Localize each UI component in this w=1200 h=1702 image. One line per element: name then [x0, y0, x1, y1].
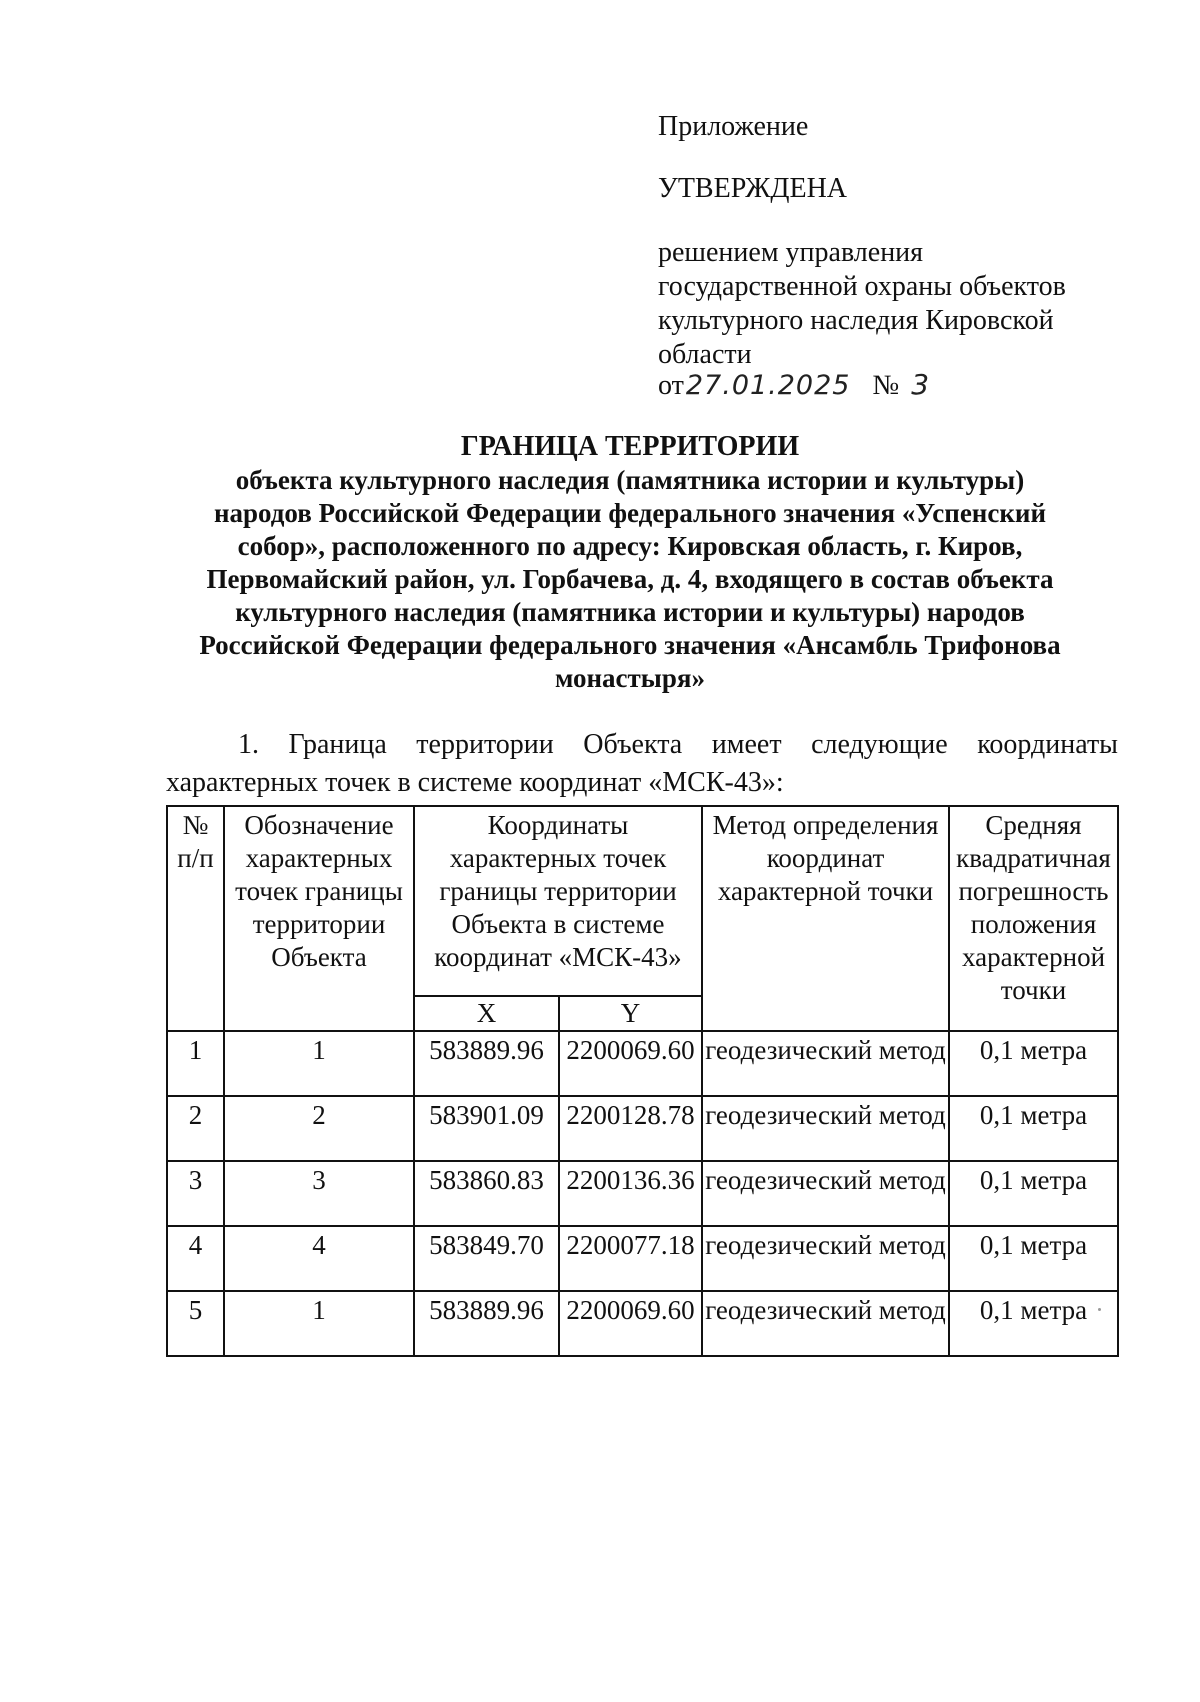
- handwritten-number: 3: [911, 368, 931, 401]
- cell-error: 0,1 метра: [949, 1031, 1118, 1096]
- approved-label: УТВЕРЖДЕНА: [658, 173, 848, 204]
- cell-point: 1: [224, 1031, 414, 1096]
- table-row: [167, 1096, 1118, 1161]
- cell-num: 4: [167, 1226, 224, 1291]
- cell-num: 3: [167, 1161, 224, 1226]
- cell-num: 5: [167, 1291, 224, 1356]
- cell-point: 3: [224, 1161, 414, 1226]
- header-y: Y: [559, 996, 702, 1031]
- cell-method: геодезический метод: [702, 1291, 949, 1356]
- decision-line: области: [658, 339, 752, 370]
- intro-line-2: характерных точек в системе координат «МСК-43»:: [166, 767, 784, 798]
- cell-x: 583901.09: [414, 1096, 559, 1161]
- cell-y: 2200069.60: [559, 1291, 702, 1356]
- cell-method: геодезический метод: [702, 1226, 949, 1291]
- intro-paragraph: [166, 726, 1118, 802]
- document-title: [160, 430, 1100, 695]
- scan-speck: [1098, 1308, 1101, 1311]
- cell-method: геодезический метод: [702, 1161, 949, 1226]
- title-line: народов Российской Федерации федерального значения «Успенский: [213, 498, 1047, 528]
- handwritten-date: 27.01.2025: [685, 370, 851, 401]
- intro-line-1: 1. Граница территории Объекта имеет следующие координаты: [238, 729, 1118, 760]
- title-line: Российской Федерации федерального значения «Ансамбль Трифонова: [199, 630, 1061, 660]
- cell-error: 0,1 метра: [949, 1226, 1118, 1291]
- cell-y: 2200136.36: [559, 1161, 702, 1226]
- cell-point: 1: [224, 1291, 414, 1356]
- header-x: X: [414, 996, 559, 1031]
- title-line: собор», расположенного по адресу: Кировская область, г. Киров,: [237, 531, 1023, 561]
- cell-method: геодезический метод: [702, 1096, 949, 1161]
- cell-x: 583889.96: [414, 1031, 559, 1096]
- table-row: [167, 1291, 1118, 1356]
- cell-num: 1: [167, 1031, 224, 1096]
- decision-line: государственной охраны объектов: [658, 271, 1066, 302]
- appendix-label: Приложение: [658, 111, 809, 142]
- decision-date-line: [658, 368, 930, 403]
- cell-error: 0,1 метра: [949, 1096, 1118, 1161]
- table-row: [167, 1226, 1118, 1291]
- cell-point: 4: [224, 1226, 414, 1291]
- cell-x: 583860.83: [414, 1161, 559, 1226]
- header-method: Метод определения координат характерной точки: [702, 806, 949, 1031]
- cell-error: 0,1 метра: [949, 1161, 1118, 1226]
- coordinates-table: [166, 805, 1119, 1357]
- cell-num: 2: [167, 1096, 224, 1161]
- header-coordinates: Координаты характерных точек границы территории Объекта в системе координат «МСК-43»: [414, 806, 702, 996]
- cell-error: 0,1 метра: [949, 1291, 1118, 1356]
- table-row: [167, 1161, 1118, 1226]
- cell-y: 2200069.60: [559, 1031, 702, 1096]
- cell-x: 583889.96: [414, 1291, 559, 1356]
- header-designation: Обозначение характерных точек границы территории Объекта: [224, 806, 414, 1031]
- header-num: № п/п: [167, 806, 224, 1031]
- date-prefix: от: [658, 370, 684, 401]
- title-main: ГРАНИЦА ТЕРРИТОРИИ: [460, 431, 800, 462]
- decision-reference: [658, 236, 1066, 372]
- cell-point: 2: [224, 1096, 414, 1161]
- cell-y: 2200128.78: [559, 1096, 702, 1161]
- title-line: монастыря»: [554, 663, 706, 693]
- title-line: объекта культурного наследия (памятника истории и культуры): [235, 465, 1025, 495]
- cell-method: геодезический метод: [702, 1031, 949, 1096]
- decision-line: культурного наследия Кировской: [658, 305, 1054, 336]
- decision-line: решением управления: [658, 237, 924, 268]
- cell-y: 2200077.18: [559, 1226, 702, 1291]
- header-error: Средняя квадратичная погрешность положения характерной точки: [949, 806, 1118, 1031]
- title-line: Первомайский район, ул. Горбачева, д. 4, входящего в состав объекта: [206, 564, 1054, 594]
- title-line: культурного наследия (памятника истории и культуры) народов: [235, 597, 1025, 627]
- number-sign: №: [872, 370, 900, 401]
- table-row: [167, 1031, 1118, 1096]
- cell-x: 583849.70: [414, 1226, 559, 1291]
